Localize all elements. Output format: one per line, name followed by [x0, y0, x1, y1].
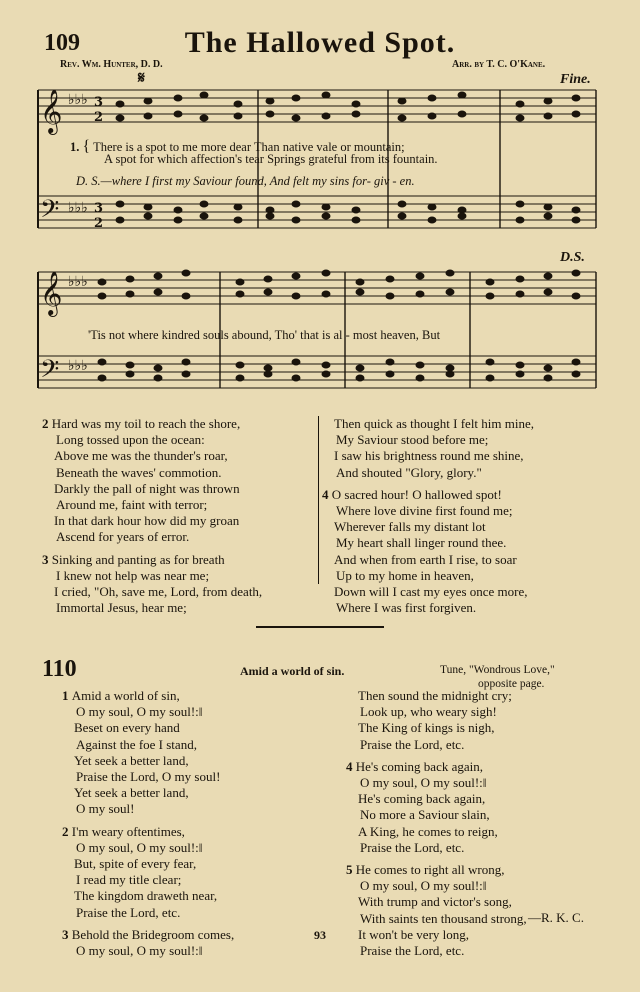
- note-head: [398, 115, 406, 121]
- note-head: [126, 371, 134, 377]
- note-head: [544, 98, 552, 104]
- note-head: [428, 204, 436, 210]
- note-head: [386, 371, 394, 377]
- hymn-110-tune: Tune, "Wondrous Love," opposite page.: [440, 664, 555, 690]
- note-head: [322, 291, 330, 297]
- svg-text:2: 2: [94, 216, 104, 231]
- note-head: [486, 279, 494, 285]
- hymn110-right-verse-line: With trump and victor's song,: [358, 894, 512, 910]
- note-head: [126, 276, 134, 282]
- hymn110-right-verse-line: With saints ten thousand strong,: [360, 910, 527, 926]
- note-head: [182, 293, 190, 299]
- hymn109-left-verse-line: Around me, faint with terror;: [56, 497, 208, 513]
- note-head: [266, 207, 274, 213]
- note-head: [292, 359, 300, 365]
- svg-text:♭♭♭: ♭♭♭: [68, 358, 88, 374]
- hymn-110-number: 110: [42, 656, 77, 682]
- note-head: [236, 291, 244, 297]
- note-head: [266, 98, 274, 104]
- note-head: [386, 276, 394, 282]
- note-head: [516, 115, 524, 121]
- note-head: [356, 279, 364, 285]
- note-head: [266, 111, 274, 117]
- hymn110-right-verse-line: A King, he comes to reign,: [358, 823, 498, 839]
- note-head: [322, 92, 330, 98]
- hymn110-right-verse-line: Look up, who weary sigh!: [360, 704, 497, 720]
- hymn110-right-verse-line: He's coming back again,: [358, 791, 486, 807]
- note-head: [572, 111, 580, 117]
- note-head: [516, 371, 524, 377]
- note-head: [386, 359, 394, 365]
- note-head: [174, 95, 182, 101]
- note-head: [264, 276, 272, 282]
- note-head: [98, 279, 106, 285]
- hymn110-left-verse-line: Praise the Lord, etc.: [76, 904, 181, 920]
- lyric-verse1-line2: A spot for which affection's tear Springs grateful from its fountain.: [104, 152, 438, 166]
- hymn110-right-verse-line: O my soul, O my soul!:‖: [360, 878, 487, 894]
- note-head: [544, 289, 552, 295]
- hymn109-left-verse-number: 3: [42, 551, 52, 567]
- note-head: [174, 111, 182, 117]
- note-head: [544, 273, 552, 279]
- hymn110-right-verse-number: 5: [346, 862, 356, 878]
- hymn-109-verses-right: [322, 416, 534, 616]
- hymn-109-title: The Hallowed Spot.: [184, 26, 456, 59]
- note-head: [398, 201, 406, 207]
- note-head: [182, 359, 190, 365]
- hymn109-right-verse-number: 4: [322, 486, 332, 502]
- hymn110-left-verse-line: 1 Amid a world of sin,: [62, 688, 180, 703]
- hymn109-right-verse-line: Wherever falls my distant lot: [334, 519, 486, 535]
- note-head: [544, 204, 552, 210]
- note-head: [516, 362, 524, 368]
- note-head: [352, 217, 360, 223]
- note-head: [486, 293, 494, 299]
- hymn109-left-verse-line: Ascend for years of error.: [56, 529, 190, 545]
- note-head: [234, 217, 242, 223]
- hymn109-right-verse-line: Down will I cast my eyes once more,: [334, 584, 528, 600]
- note-head: [236, 362, 244, 368]
- note-head: [486, 359, 494, 365]
- svg-text:𝄞: 𝄞: [40, 271, 63, 315]
- svg-text:𝄢: 𝄢: [40, 195, 60, 230]
- hymn-110-verses-right: [346, 688, 527, 959]
- note-head: [352, 207, 360, 213]
- note-head: [516, 217, 524, 223]
- hymn110-left-verse-line: Yet seek a better land,: [74, 752, 189, 768]
- note-head: [154, 289, 162, 295]
- fine-marking: Fine.: [560, 72, 591, 87]
- hymn109-left-verse-line: Darkly the pall of night was thrown: [54, 480, 240, 496]
- note-head: [174, 217, 182, 223]
- hymn110-right-verse-line: Then sound the midnight cry;: [358, 688, 512, 703]
- note-head: [352, 101, 360, 107]
- note-head: [266, 213, 274, 219]
- note-head: [200, 213, 208, 219]
- hymn-110-title: Amid a world of sin.: [240, 664, 345, 678]
- svg-text:2: 2: [94, 110, 104, 125]
- hymn109-right-verse-line: And shouted "Glory, glory.": [336, 464, 482, 480]
- note-head: [416, 273, 424, 279]
- hymn109-left-verse-line: 2 Hard was my toil to reach the shore,: [42, 416, 241, 431]
- hymn110-left-verse-line: I read my title clear;: [76, 872, 182, 888]
- hymn110-right-verse-line: The King of kings is nigh,: [358, 720, 495, 736]
- hymn110-left-verse-line: O my soul!: [76, 801, 135, 817]
- hymn109-right-verse-line: Up to my home in heaven,: [336, 567, 474, 583]
- hymn110-left-verse-line: O my soul, O my soul!:‖: [76, 839, 203, 855]
- hymn109-left-verse-line: I knew not help was near me;: [56, 567, 210, 583]
- note-head: [486, 375, 494, 381]
- note-head: [154, 365, 162, 371]
- note-head: [292, 115, 300, 121]
- note-head: [322, 204, 330, 210]
- hymn110-right-verse-line: O my soul, O my soul!:‖: [360, 775, 487, 791]
- note-head: [416, 291, 424, 297]
- hymn109-left-verse-line: Long tossed upon the ocean:: [56, 432, 205, 448]
- note-head: [428, 217, 436, 223]
- svg-text:♭♭♭: ♭♭♭: [68, 274, 88, 290]
- note-head: [98, 375, 106, 381]
- note-head: [236, 375, 244, 381]
- note-head: [398, 213, 406, 219]
- note-head: [356, 289, 364, 295]
- note-head: [572, 371, 580, 377]
- svg-text:𝄢: 𝄢: [40, 355, 60, 390]
- hymn109-right-verse-line: Where I was first forgiven.: [336, 600, 477, 616]
- segno-sign: 𝄋: [138, 70, 145, 87]
- hymn110-right-verse-line: Praise the Lord, etc.: [360, 943, 465, 959]
- note-head: [398, 98, 406, 104]
- hymn110-left-verse-line: Praise the Lord, O my soul!: [76, 769, 221, 785]
- hymn109-right-verse-line: And when from earth I rise, to soar: [334, 551, 517, 567]
- note-head: [458, 92, 466, 98]
- hymn-109-arranger: Arr. by T. C. O'Kane.: [452, 59, 546, 70]
- note-head: [144, 204, 152, 210]
- note-head: [200, 92, 208, 98]
- note-head: [144, 213, 152, 219]
- svg-text:♭♭♭: ♭♭♭: [68, 92, 88, 108]
- hymn110-left-verse-number: 2: [62, 823, 72, 839]
- note-head: [292, 95, 300, 101]
- note-head: [322, 113, 330, 119]
- hymn109-right-verse-line: My Saviour stood before me;: [336, 432, 489, 448]
- note-head: [174, 207, 182, 213]
- note-head: [292, 273, 300, 279]
- note-head: [322, 362, 330, 368]
- hymn110-right-verse-line: Praise the Lord, etc.: [360, 839, 465, 855]
- note-head: [458, 207, 466, 213]
- lyric-verse1-line1: 1. { There is a spot to me more dear Than native vale or mountain;: [70, 138, 405, 155]
- note-head: [516, 276, 524, 282]
- note-head: [116, 101, 124, 107]
- note-head: [428, 113, 436, 119]
- note-head: [416, 362, 424, 368]
- hymn109-left-verse-line: Beneath the waves' commotion.: [56, 464, 222, 480]
- note-head: [544, 375, 552, 381]
- staff-2-bass: [38, 356, 596, 388]
- note-head: [154, 375, 162, 381]
- note-head: [182, 270, 190, 276]
- hymn110-left-verse-line: Yet seek a better land,: [74, 785, 189, 801]
- hymn110-left-verse-line: 3 Behold the Bridegroom comes,: [62, 926, 235, 942]
- hymn109-right-verse-line: 4 O sacred hour! O hallowed spot!: [322, 486, 502, 502]
- note-head: [322, 213, 330, 219]
- note-head: [200, 115, 208, 121]
- note-head: [98, 293, 106, 299]
- note-head: [572, 95, 580, 101]
- column-divider: [318, 416, 319, 584]
- hymn110-right-verse-line: Praise the Lord, etc.: [360, 736, 465, 752]
- hymn109-left-verse-line: Above me was the thunder's roar,: [54, 448, 228, 464]
- hymn110-right-verse-line: 5 He comes to right all wrong,: [346, 862, 505, 878]
- hymn-110-verses-left: [62, 688, 234, 959]
- note-head: [144, 113, 152, 119]
- section-divider: [256, 626, 384, 628]
- note-head: [154, 273, 162, 279]
- note-head: [236, 279, 244, 285]
- note-head: [446, 365, 454, 371]
- lyric-ds-line: D. S.—where I first my Saviour found, And felt my sins for- giv - en.: [76, 174, 415, 188]
- note-head: [544, 365, 552, 371]
- note-head: [386, 293, 394, 299]
- hymn109-left-verse-line: I cried, "Oh, save me, Lord, from death,: [54, 584, 263, 600]
- hymn110-right-verse-line: No more a Saviour slain,: [360, 807, 490, 823]
- hymn110-right-verse-number: 4: [346, 758, 356, 774]
- hymn110-right-verse-line: It won't be very long,: [358, 926, 470, 942]
- note-head: [264, 289, 272, 295]
- note-head: [572, 270, 580, 276]
- note-head: [572, 359, 580, 365]
- lyric-verse1-number: 1.: [70, 140, 80, 154]
- hymn109-left-verse-number: 2: [42, 416, 52, 431]
- svg-text:♭♭♭: ♭♭♭: [68, 200, 88, 216]
- hymn109-left-verse-line: 3 Sinking and panting as for breath: [42, 551, 225, 567]
- note-head: [322, 371, 330, 377]
- hymn110-left-verse-line: O my soul, O my soul!:‖: [76, 943, 203, 959]
- note-head: [516, 101, 524, 107]
- hymn110-left-verse-line: Beset on every hand: [74, 720, 180, 736]
- note-head: [416, 375, 424, 381]
- hymn110-right-verse-line: 4 He's coming back again,: [346, 758, 483, 774]
- note-head: [234, 101, 242, 107]
- note-head: [516, 291, 524, 297]
- hymn-109-author: Rev. Wm. Hunter, D. D.: [60, 59, 163, 70]
- note-head: [116, 201, 124, 207]
- note-head: [264, 365, 272, 371]
- svg-text:3: 3: [94, 201, 104, 216]
- hymn109-left-verse-line: In that dark hour how did my groan: [54, 513, 240, 529]
- note-head: [126, 362, 134, 368]
- note-head: [264, 371, 272, 377]
- lyric-refrain-line: 'Tis not where kindred souls abound, Tho' that is al - most heaven, But: [88, 328, 441, 342]
- hymn-110-signature: —R. K. C.: [528, 910, 584, 925]
- svg-text:3: 3: [94, 95, 104, 110]
- hymn110-left-verse-number: 1: [62, 688, 72, 703]
- hymn109-right-verse-line: Then quick as thought I felt him mine,: [334, 416, 535, 431]
- note-head: [234, 113, 242, 119]
- note-head: [516, 201, 524, 207]
- note-head: [98, 359, 106, 365]
- staff-2-treble: [38, 272, 596, 304]
- note-head: [292, 217, 300, 223]
- note-head: [428, 95, 436, 101]
- note-head: [572, 207, 580, 213]
- hymn110-left-verse-line: Against the foe I stand,: [76, 736, 197, 752]
- note-head: [572, 217, 580, 223]
- hymn-109-verses-left: [42, 416, 262, 616]
- note-head: [116, 115, 124, 121]
- note-head: [446, 270, 454, 276]
- hymn110-left-verse-number: 3: [62, 926, 72, 942]
- note-head: [322, 270, 330, 276]
- note-head: [458, 111, 466, 117]
- note-head: [544, 213, 552, 219]
- svg-text:𝄞: 𝄞: [40, 89, 63, 133]
- note-head: [292, 201, 300, 207]
- hymn110-left-verse-line: 2 I'm weary oftentimes,: [62, 823, 185, 839]
- hymn110-left-verse-line: But, spite of every fear,: [74, 856, 197, 872]
- hymn109-right-verse-line: My heart shall linger round thee.: [336, 535, 507, 551]
- note-head: [356, 365, 364, 371]
- note-head: [292, 293, 300, 299]
- note-head: [446, 371, 454, 377]
- note-head: [352, 111, 360, 117]
- note-head: [292, 375, 300, 381]
- note-head: [144, 98, 152, 104]
- note-head: [446, 289, 454, 295]
- page-number: 93: [314, 928, 326, 942]
- note-head: [356, 375, 364, 381]
- hymn109-right-verse-line: I saw his brightness round me shine,: [334, 448, 524, 464]
- note-head: [126, 291, 134, 297]
- hymn110-left-verse-line: O my soul, O my soul!:‖: [76, 704, 203, 720]
- note-head: [200, 201, 208, 207]
- hymn-109-number: 109: [44, 30, 80, 56]
- note-head: [182, 371, 190, 377]
- hymn110-left-verse-line: The kingdom draweth near,: [74, 888, 218, 904]
- hymn109-right-verse-line: Where love divine first found me;: [336, 503, 513, 519]
- note-head: [572, 293, 580, 299]
- note-head: [234, 204, 242, 210]
- ds-marking: D.S.: [560, 250, 585, 265]
- hymn109-left-verse-line: Immortal Jesus, hear me;: [56, 600, 187, 616]
- note-head: [544, 113, 552, 119]
- note-head: [116, 217, 124, 223]
- note-head: [458, 213, 466, 219]
